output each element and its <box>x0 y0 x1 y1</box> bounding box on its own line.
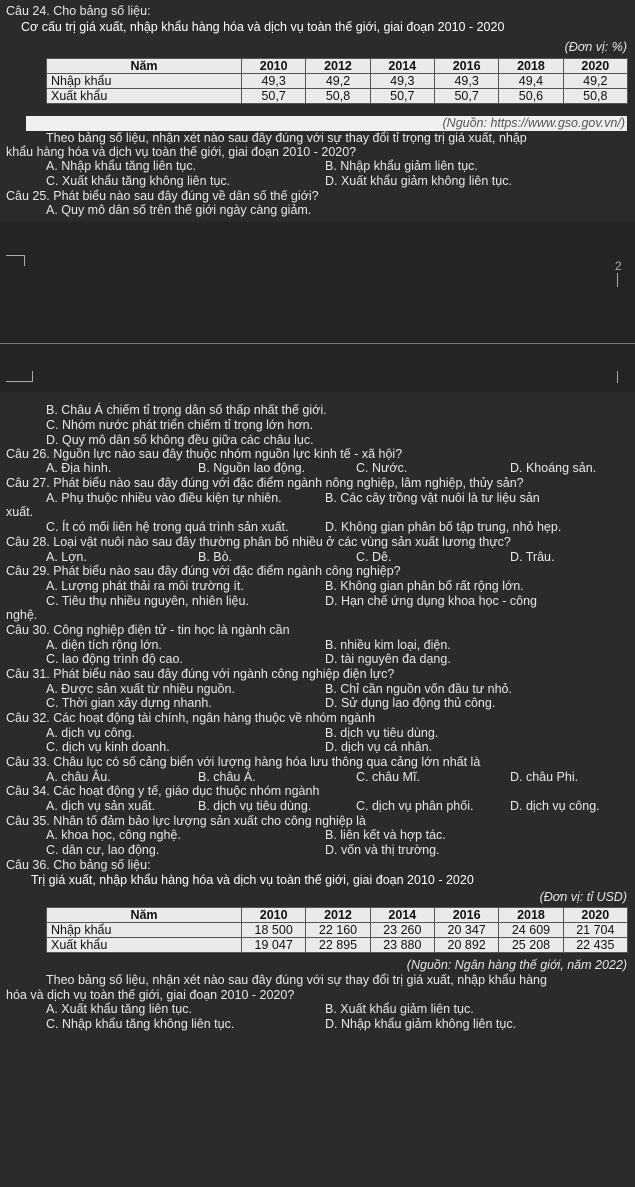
table-cell: 18 500 <box>242 923 306 938</box>
table-header-row <box>47 59 628 74</box>
q25-option-c: C. Nhóm nước phát triển chiếm tỉ trọng lớn hơn. <box>46 418 314 432</box>
table-cell: 49,2 <box>563 74 627 89</box>
table-cell: 22 895 <box>306 938 370 953</box>
table-cell: Năm <box>47 59 242 74</box>
table-row <box>47 89 628 104</box>
q34-question: Câu 34. Các hoạt động y tế, giáo dục thuộc nhóm ngành <box>6 784 320 798</box>
q36-option-c: C. Nhập khẩu tăng không liên tục. <box>46 1017 235 1031</box>
q25-option-d: D. Quy mô dân số không đều giữa các châu lục. <box>46 433 314 447</box>
q25-question: Câu 25. Phát biểu nào sau đây đúng về dân số thế giới? <box>6 189 319 203</box>
q29-question: Câu 29. Phát biểu nào sau đây đúng với đặc điểm ngành công nghiệp? <box>6 564 401 578</box>
q30-option-c: C. lao động trình độ cao. <box>46 652 183 666</box>
table-row <box>47 74 628 89</box>
q32-option-c: C. dịch vụ kinh doanh. <box>46 740 170 754</box>
crop-mark <box>6 371 33 382</box>
page-number: 2 <box>615 259 622 273</box>
q32-option-b: B. dịch vụ tiêu dùng. <box>325 726 439 740</box>
q32-option-a: A. dịch vụ công. <box>46 726 135 740</box>
q32-option-d: D. dịch vụ cá nhân. <box>325 740 433 754</box>
q28-question: Câu 28. Loại vật nuôi nào sau đây thường phân bố nhiều ở các vùng sản xuất lương thực? <box>6 535 511 549</box>
q24-table <box>46 58 628 104</box>
table-cell: 50,8 <box>306 89 370 104</box>
table-cell: 2016 <box>434 908 498 923</box>
table-cell: 50,8 <box>563 89 627 104</box>
table-cell: 2010 <box>242 59 306 74</box>
q35-option-c: C. dân cư, lao động. <box>46 843 160 857</box>
table-cell: 2010 <box>242 908 306 923</box>
q36-table <box>46 907 628 953</box>
q36-table-title: Trị giá xuất, nhập khẩu hàng hóa và dịch vụ toàn thế giới, giai đoạn 2010 - 2020 <box>31 873 474 887</box>
q26-question: Câu 26. Nguồn lực nào sau đây thuộc nhóm nguồn lực kinh tế - xã hội? <box>6 447 403 461</box>
q24-option-b: B. Nhập khẩu giảm liên tục. <box>325 159 478 173</box>
q25-option-a: A. Quy mô dân số trên thế giới ngày càng giảm. <box>46 203 312 217</box>
table-cell: 49,3 <box>370 74 434 89</box>
crop-mark <box>617 371 628 383</box>
table-cell: 22 435 <box>563 938 627 953</box>
q36-option-a: A. Xuất khẩu tăng liên tục. <box>46 1002 192 1016</box>
q27-option-a: A. Phụ thuộc nhiều vào điều kiện tự nhiên. <box>46 491 282 505</box>
q31-option-b: B. Chỉ cần nguồn vốn đầu tư nhỏ. <box>325 682 512 696</box>
table-cell: 2012 <box>306 59 370 74</box>
table-cell: 49,4 <box>499 74 563 89</box>
table-cell: Nhập khẩu <box>47 74 242 89</box>
table-cell: 2020 <box>563 908 627 923</box>
q24-unit: (Đơn vị: %) <box>564 40 627 54</box>
q26-option-c: C. Nước. <box>356 461 408 475</box>
q29-option-a: A. Lượng phát thải ra môi trường ít. <box>46 579 244 593</box>
q35-option-b: B. liên kết và hợp tác. <box>325 828 446 842</box>
table-cell: 21 704 <box>563 923 627 938</box>
table-cell: 49,3 <box>242 74 306 89</box>
table-cell: 2014 <box>370 59 434 74</box>
q31-option-d: D. Sử dụng lao động thủ công. <box>325 696 496 710</box>
q36-option-b: B. Xuất khẩu giảm liên tục. <box>325 1002 474 1016</box>
q27-question: Câu 27. Phát biểu nào sau đây đúng với đặc điểm ngành nông nghiệp, lâm nghiệp, thủy sản? <box>6 476 524 490</box>
q26-option-a: A. Địa hình. <box>46 461 112 475</box>
q31-option-a: A. Được sản xuất từ nhiều nguồn. <box>46 682 235 696</box>
crop-mark <box>6 255 25 266</box>
q28-option-b: B. Bò. <box>198 550 233 564</box>
q36-option-d: D. Nhập khẩu giảm không liên tục. <box>325 1017 517 1031</box>
table-cell: 50,7 <box>242 89 306 104</box>
page-divider <box>0 343 635 344</box>
table-cell: Xuất khẩu <box>47 89 242 104</box>
table-header-row <box>47 908 628 923</box>
table-cell: 19 047 <box>242 938 306 953</box>
q29-option-d: D. Hạn chế ứng dụng khoa học - công <box>325 594 537 608</box>
table-cell: 2018 <box>499 59 563 74</box>
table-cell: 2012 <box>306 908 370 923</box>
q36-heading: Câu 36. Cho bảng số liệu: <box>6 858 151 872</box>
q28-option-d: D. Trâu. <box>510 550 555 564</box>
table-cell: 2020 <box>563 59 627 74</box>
q36-question-line1: Theo bảng số liệu, nhận xét nào sau đây đúng với sự thay đổi trị giá xuất, nhập khẩu hàng <box>46 973 547 987</box>
q28-option-c: C. Dê. <box>356 550 392 564</box>
q24-source: (Nguồn: https://www.gso.gov.vn/) <box>26 116 627 131</box>
q27-option-b: B. Các cây trồng vật nuôi là tư liệu sản <box>325 491 540 505</box>
q27-option-b-cont: xuất. <box>6 505 34 519</box>
q30-option-a: A. diện tích rộng lớn. <box>46 638 162 652</box>
q28-option-a: A. Lợn. <box>46 550 87 564</box>
table-cell: 24 609 <box>499 923 563 938</box>
q34-option-a: A. dịch vụ sản xuất. <box>46 799 156 813</box>
q24-question-line2: khẩu hàng hóa và dịch vụ toàn thế giới, giai đoạn 2010 - 2020? <box>6 145 357 159</box>
q36-question-line2: hóa và dịch vụ toàn thế giới, giai đoạn 2010 - 2020? <box>6 988 295 1002</box>
q30-option-b: B. nhiều kim loại, điện. <box>325 638 451 652</box>
q24-option-a: A. Nhập khẩu tăng liên tục. <box>46 159 197 173</box>
q29-option-d-cont: nghệ. <box>6 608 38 622</box>
table-cell: 23 260 <box>370 923 434 938</box>
q33-option-a: A. châu Âu. <box>46 770 111 784</box>
q30-question: Câu 30. Công nghiệp điện tử - tin học là ngành cần <box>6 623 290 637</box>
q25-option-b: B. Châu Á chiếm tỉ trọng dân số thấp nhất thế giới. <box>46 403 327 417</box>
table-cell: 23 880 <box>370 938 434 953</box>
table-cell: 25 208 <box>499 938 563 953</box>
table-row <box>47 923 628 938</box>
q27-option-c: C. Ít có mối liên hệ trong quá trình sản xuất. <box>46 520 289 534</box>
q33-question: Câu 33. Châu lục có số cảng biển với lượng hàng hóa lưu thông qua cảng lớn nhất là <box>6 755 481 769</box>
q32-question: Câu 32. Các hoạt động tài chính, ngân hàng thuộc về nhóm ngành <box>6 711 376 725</box>
table-cell: 49,3 <box>434 74 498 89</box>
q26-option-d: D. Khoáng sản. <box>510 461 597 475</box>
q34-option-b: B. dịch vụ tiêu dùng. <box>198 799 312 813</box>
q24-option-d: D. Xuất khẩu giảm không liên tục. <box>325 174 512 188</box>
q33-option-c: C. châu Mĩ. <box>356 770 420 784</box>
page-break-area <box>0 222 635 392</box>
q31-question: Câu 31. Phát biểu nào sau đây đúng với ngành công nghiệp điện lực? <box>6 667 395 681</box>
table-cell: 22 160 <box>306 923 370 938</box>
table-cell: 2016 <box>434 59 498 74</box>
q35-option-a: A. khoa học, công nghệ. <box>46 828 181 842</box>
q24-table-title: Cơ cấu trị giá xuất, nhập khẩu hàng hóa và dịch vụ toàn thế giới, giai đoạn 2010 - 2020 <box>21 20 505 34</box>
q36-unit: (Đơn vị: tỉ USD) <box>539 890 627 904</box>
q30-option-d: D. tài nguyên đa dạng. <box>325 652 451 666</box>
q31-option-c: C. Thời gian xây dựng nhanh. <box>46 696 212 710</box>
table-cell: Nhập khẩu <box>47 923 242 938</box>
q26-option-b: B. Nguồn lao động. <box>198 461 306 475</box>
q33-option-d: D. châu Phi. <box>510 770 579 784</box>
q24-heading: Câu 24. Cho bảng số liệu: <box>6 4 151 18</box>
table-cell: 20 347 <box>434 923 498 938</box>
q29-option-c: C. Tiêu thụ nhiều nguyên, nhiên liệu. <box>46 594 249 608</box>
table-cell: 49,2 <box>306 74 370 89</box>
q33-option-b: B. châu Á. <box>198 770 256 784</box>
q29-option-b: B. Không gian phân bố rất rộng lớn. <box>325 579 524 593</box>
q34-option-c: C. dịch vụ phân phối. <box>356 799 474 813</box>
table-cell: Năm <box>47 908 242 923</box>
q24-option-c: C. Xuất khẩu tăng không liên tục. <box>46 174 231 188</box>
table-row <box>47 938 628 953</box>
table-cell: 2018 <box>499 908 563 923</box>
q35-option-d: D. vốn và thị trường. <box>325 843 440 857</box>
q36-source: (Nguồn: Ngân hàng thế giới, năm 2022) <box>406 958 627 972</box>
q35-question: Câu 35. Nhân tố đảm bảo lực lượng sản xuất cho công nghiệp là <box>6 814 366 828</box>
q34-option-d: D. dịch vụ công. <box>510 799 600 813</box>
table-cell: 50,7 <box>434 89 498 104</box>
crop-mark <box>617 273 626 287</box>
table-cell: 20 892 <box>434 938 498 953</box>
q24-question-line1: Theo bảng số liệu, nhận xét nào sau đây đúng với sự thay đổi tỉ trọng trị giá xuất, nhập <box>46 131 527 145</box>
table-cell: 50,7 <box>370 89 434 104</box>
table-cell: 50,6 <box>499 89 563 104</box>
table-cell: Xuất khẩu <box>47 938 242 953</box>
q27-option-d: D. Không gian phân bố tập trung, nhỏ hẹp. <box>325 520 562 534</box>
table-cell: 2014 <box>370 908 434 923</box>
